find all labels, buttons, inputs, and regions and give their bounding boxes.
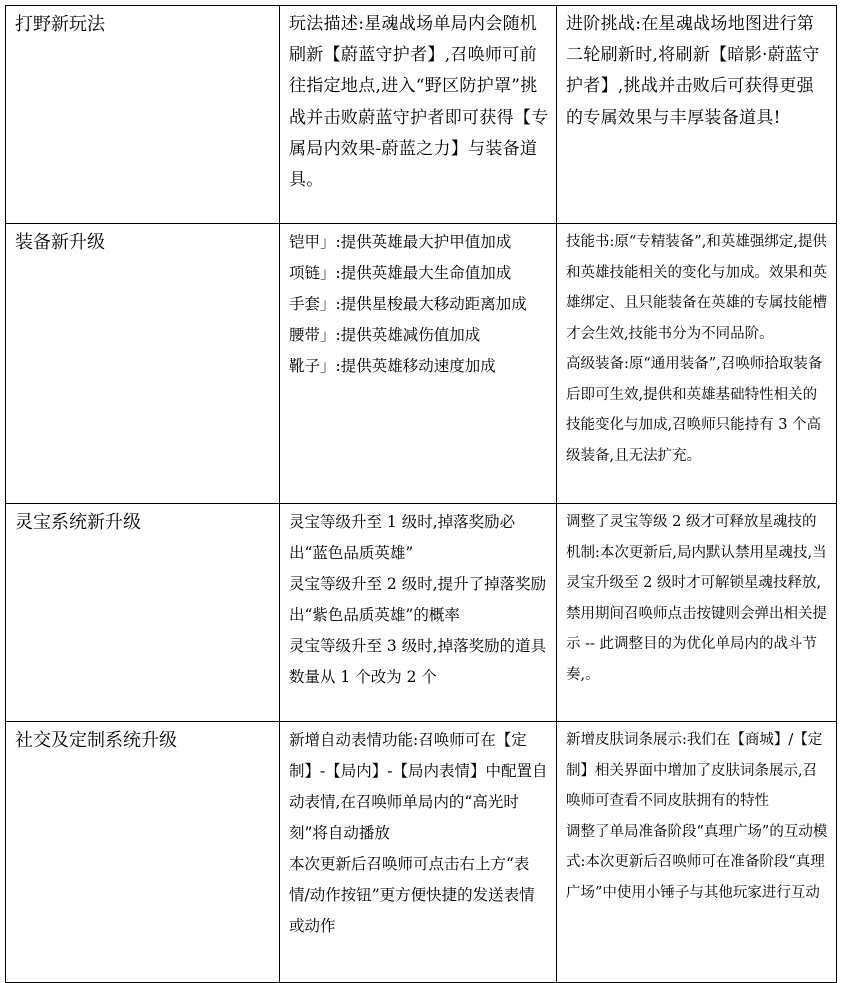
table-row-jungle: [6, 6, 837, 224]
category-label: 装备新升级: [15, 232, 105, 253]
description-cell: [280, 6, 557, 224]
detail-cell: [557, 224, 837, 504]
description-cell: [280, 722, 557, 983]
category-cell: [6, 224, 280, 504]
detail-cell: [557, 504, 837, 722]
description-text: 靴子」:提供英雄移动速度加成: [289, 357, 496, 375]
category-cell: [6, 504, 280, 722]
detail-text: 技能书:原“专精装备”,和英雄强绑定,提供和英雄技能相关的变化与加成。效果和英雄绑定、且只能装备在英雄的专属技能槽才会生效,技能书分为不同品阶。: [566, 234, 827, 342]
category-label: 打野新玩法: [15, 14, 105, 35]
description-cell: [280, 504, 557, 722]
description-text: 玩法描述:星魂战场单局内会随机刷新【蔚蓝守护者】,召唤师可前往指定地点,进入“野区防护罩”挑战并击败蔚蓝守护者即可获得【专属局内效果-蔚蓝之力】与装备道具。: [289, 14, 549, 191]
description-text: 新增自动表情功能:召唤师可在【定制】-【局内】-【局内表情】中配置自动表情,在召唤师单局内的“高光时刻”将自动播放: [289, 731, 548, 842]
description-text: 本次更新后召唤师可点击右上方“表情/动作按钮”更方便快捷的发送表情或动作: [289, 855, 535, 935]
category-label: 灵宝系统新升级: [15, 512, 141, 533]
description-cell: [280, 224, 557, 504]
table-row-equipment: [6, 224, 837, 504]
category-label: 社交及定制系统升级: [15, 730, 177, 751]
detail-cell: [557, 722, 837, 983]
category-cell: [6, 722, 280, 983]
description-text: 灵宝等级升至 2 级时,提升了掉落奖励出“紫色品质英雄”的概率: [289, 575, 547, 624]
detail-text: 调整了灵宝等级 2 级才可释放星魂技的机制:本次更新后,局内默认禁用星魂技,当灵宝升级至 2 级时才可解锁星魂技释放,禁用期间召唤师点击按键则会弹出相关提示 -- 此调整目的为优化单局内的战斗节奏,。: [566, 514, 827, 683]
description-text: 腰带」:提供英雄减伤值加成: [289, 326, 481, 344]
detail-text: 高级装备:原“通用装备”,召唤师拾取装备后即可生效,提供和英雄基础特性相关的技能变化与加成,召唤师只能持有 3 个高级装备,且无法扩充。: [566, 356, 823, 464]
description-text: 灵宝等级升至 3 级时,掉落奖励的道具数量从 1 个改为 2 个: [289, 637, 547, 686]
description-text: 手套」:提供星梭最大移动距离加成: [289, 295, 527, 313]
detail-text: 调整了单局准备阶段“真理广场”的互动模式:本次更新后召唤师可在准备阶段“真理广场”中使用小锤子与其他玩家进行互动: [566, 823, 828, 901]
table-row-lingbao: [6, 504, 837, 722]
category-cell: [6, 6, 280, 224]
description-text: 项链」:提供英雄最大生命值加成: [289, 264, 512, 282]
table-row-social: [6, 722, 837, 983]
update-notes-table: [5, 5, 837, 983]
description-text: 灵宝等级升至 1 级时,掉落奖励必出“蓝色品质英雄”: [289, 513, 516, 562]
description-text: 铠甲」:提供英雄最大护甲值加成: [289, 233, 512, 251]
detail-cell: [557, 6, 837, 224]
detail-text: 新增皮肤词条展示:我们在【商城】/【定制】相关界面中增加了皮肤词条展示,召唤师可查看不同皮肤拥有的特性: [566, 732, 823, 809]
detail-text: 进阶挑战:在星魂战场地图进行第二轮刷新时,将刷新【暗影·蔚蓝守护者】,挑战并击败后可获得更强的专属效果与丰厚装备道具!: [566, 14, 820, 128]
